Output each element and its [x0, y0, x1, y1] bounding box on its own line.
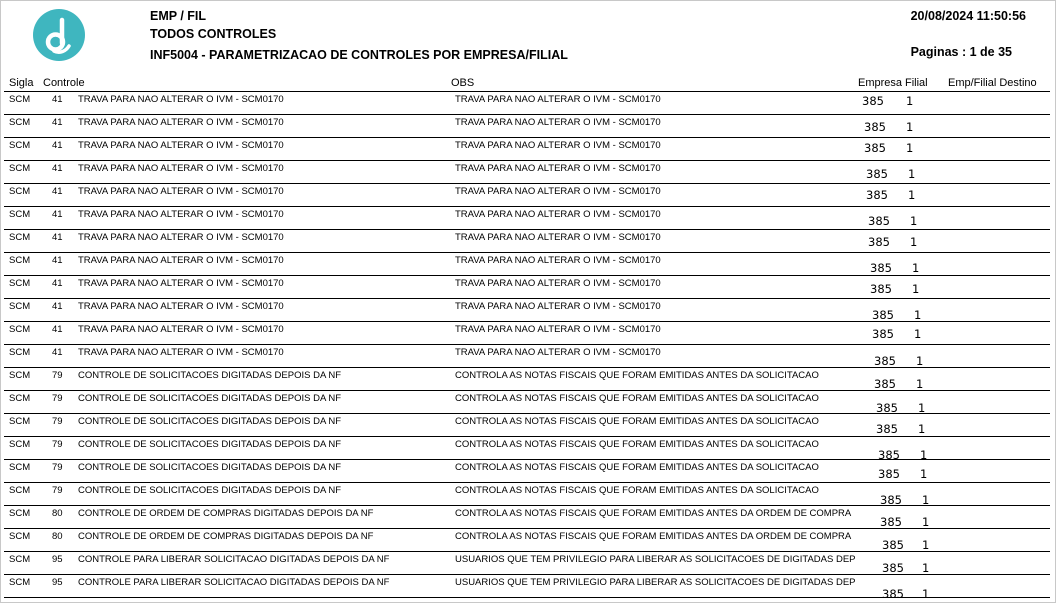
cell-obs: CONTROLA AS NOTAS FISCAIS QUE FORAM EMITIDAS ANTES DA ORDEM DE COMPRA	[455, 508, 852, 519]
table-row	[4, 506, 1050, 529]
cell-filial: 1	[908, 167, 916, 181]
cell-obs: TRAVA PARA NAO ALTERAR O IVM - SCM0170	[455, 232, 661, 243]
cell-filial: 1	[916, 354, 924, 368]
cell-sigla: SCM	[9, 232, 31, 243]
cell-sigla: SCM	[9, 186, 31, 197]
cell-controle: 41	[52, 232, 63, 243]
cell-empresa: 385	[872, 327, 894, 341]
cell-controle: 80	[52, 508, 63, 519]
cell-descricao: CONTROLE DE SOLICITACOES DIGITADAS DEPOIS DA NF	[78, 462, 342, 473]
cell-controle: 41	[52, 117, 63, 128]
col-header-sigla: Sigla	[9, 77, 34, 89]
cell-filial: 1	[906, 94, 914, 108]
cell-controle: 41	[52, 94, 63, 105]
cell-obs: CONTROLA AS NOTAS FISCAIS QUE FORAM EMITIDAS ANTES DA SOLICITACAO	[455, 485, 819, 496]
company-logo	[33, 9, 85, 61]
cell-empresa: 385	[878, 467, 900, 481]
cell-controle: 41	[52, 255, 63, 266]
cell-obs: TRAVA PARA NAO ALTERAR O IVM - SCM0170	[455, 278, 661, 289]
cell-filial: 1	[912, 261, 920, 275]
cell-empresa: 385	[882, 587, 904, 601]
cell-empresa: 385	[874, 377, 896, 391]
cell-empresa: 385	[872, 308, 894, 322]
table-row	[4, 322, 1050, 345]
table-row	[4, 552, 1050, 575]
cell-descricao: TRAVA PARA NAO ALTERAR O IVM - SCM0170	[78, 163, 284, 174]
cell-sigla: SCM	[9, 324, 31, 335]
cell-descricao: TRAVA PARA NAO ALTERAR O IVM - SCM0170	[78, 94, 284, 105]
cell-controle: 95	[52, 554, 63, 565]
cell-descricao: CONTROLE DE SOLICITACOES DIGITADAS DEPOIS DA NF	[78, 485, 342, 496]
cell-sigla: SCM	[9, 485, 31, 496]
cell-empresa: 385	[868, 235, 890, 249]
table-row	[4, 414, 1050, 437]
report-table	[4, 92, 1050, 601]
cell-descricao: TRAVA PARA NAO ALTERAR O IVM - SCM0170	[78, 278, 284, 289]
cell-empresa: 385	[864, 120, 886, 134]
table-row	[4, 299, 1050, 322]
cell-obs: CONTROLA AS NOTAS FISCAIS QUE FORAM EMITIDAS ANTES DA SOLICITACAO	[455, 462, 819, 473]
cell-obs: TRAVA PARA NAO ALTERAR O IVM - SCM0170	[455, 347, 661, 358]
cell-sigla: SCM	[9, 140, 31, 151]
cell-descricao: CONTROLE PARA LIBERAR SOLICITACAO DIGITADAS DEPOIS DA NF	[78, 554, 390, 565]
cell-obs: TRAVA PARA NAO ALTERAR O IVM - SCM0170	[455, 117, 661, 128]
cell-empresa: 385	[864, 141, 886, 155]
table-row	[4, 115, 1050, 138]
cell-filial: 1	[912, 282, 920, 296]
cell-empresa: 385	[880, 493, 902, 507]
cell-controle: 41	[52, 301, 63, 312]
cell-descricao: CONTROLE DE SOLICITACOES DIGITADAS DEPOIS DA NF	[78, 439, 342, 450]
cell-obs: TRAVA PARA NAO ALTERAR O IVM - SCM0170	[455, 324, 661, 335]
cell-filial: 1	[910, 235, 918, 249]
cell-sigla: SCM	[9, 439, 31, 450]
cell-filial: 1	[922, 515, 930, 529]
cell-sigla: SCM	[9, 554, 31, 565]
cell-obs: CONTROLA AS NOTAS FISCAIS QUE FORAM EMITIDAS ANTES DA ORDEM DE COMPRA	[455, 531, 852, 542]
cell-descricao: CONTROLE DE SOLICITACOES DIGITADAS DEPOIS DA NF	[78, 370, 342, 381]
cell-obs: CONTROLA AS NOTAS FISCAIS QUE FORAM EMITIDAS ANTES DA SOLICITACAO	[455, 439, 819, 450]
cell-obs: CONTROLA AS NOTAS FISCAIS QUE FORAM EMITIDAS ANTES DA SOLICITACAO	[455, 370, 819, 381]
cell-obs: TRAVA PARA NAO ALTERAR O IVM - SCM0170	[455, 186, 661, 197]
cell-controle: 41	[52, 163, 63, 174]
table-row	[4, 184, 1050, 207]
cell-descricao: TRAVA PARA NAO ALTERAR O IVM - SCM0170	[78, 324, 284, 335]
cell-filial: 1	[908, 188, 916, 202]
cell-controle: 79	[52, 462, 63, 473]
cell-descricao: TRAVA PARA NAO ALTERAR O IVM - SCM0170	[78, 186, 284, 197]
cell-empresa: 385	[870, 261, 892, 275]
cell-descricao: TRAVA PARA NAO ALTERAR O IVM - SCM0170	[78, 209, 284, 220]
d-logo-icon	[33, 9, 85, 61]
table-row	[4, 529, 1050, 552]
cell-descricao: TRAVA PARA NAO ALTERAR O IVM - SCM0170	[78, 301, 284, 312]
cell-empresa: 385	[866, 188, 888, 202]
cell-sigla: SCM	[9, 255, 31, 266]
cell-descricao: TRAVA PARA NAO ALTERAR O IVM - SCM0170	[78, 140, 284, 151]
table-row	[4, 138, 1050, 161]
table-row	[4, 345, 1050, 368]
cell-obs: TRAVA PARA NAO ALTERAR O IVM - SCM0170	[455, 140, 661, 151]
cell-sigla: SCM	[9, 117, 31, 128]
cell-filial: 1	[906, 120, 914, 134]
cell-controle: 80	[52, 531, 63, 542]
table-row	[4, 575, 1050, 601]
cell-empresa: 385	[862, 94, 884, 108]
cell-empresa: 385	[880, 515, 902, 529]
cell-filial: 1	[920, 448, 928, 462]
cell-empresa: 385	[876, 401, 898, 415]
cell-empresa: 385	[870, 282, 892, 296]
cell-descricao: TRAVA PARA NAO ALTERAR O IVM - SCM0170	[78, 117, 284, 128]
header-line-1: EMP / FIL	[150, 9, 207, 23]
cell-obs: TRAVA PARA NAO ALTERAR O IVM - SCM0170	[455, 163, 661, 174]
table-row	[4, 460, 1050, 483]
cell-obs: TRAVA PARA NAO ALTERAR O IVM - SCM0170	[455, 255, 661, 266]
cell-descricao: CONTROLE DE SOLICITACOES DIGITADAS DEPOIS DA NF	[78, 393, 342, 404]
cell-sigla: SCM	[9, 301, 31, 312]
cell-sigla: SCM	[9, 163, 31, 174]
cell-obs: CONTROLA AS NOTAS FISCAIS QUE FORAM EMITIDAS ANTES DA SOLICITACAO	[455, 416, 819, 427]
table-row	[4, 230, 1050, 253]
cell-sigla: SCM	[9, 209, 31, 220]
cell-empresa: 385	[876, 422, 898, 436]
cell-controle: 41	[52, 209, 63, 220]
table-row	[4, 483, 1050, 506]
cell-sigla: SCM	[9, 347, 31, 358]
cell-sigla: SCM	[9, 393, 31, 404]
cell-descricao: CONTROLE PARA LIBERAR SOLICITACAO DIGITADAS DEPOIS DA NF	[78, 577, 390, 588]
cell-controle: 79	[52, 416, 63, 427]
report-title: INF5004 - PARAMETRIZACAO DE CONTROLES POR EMPRESA/FILIAL	[150, 48, 568, 62]
page-count: Paginas : 1 de 35	[910, 45, 1012, 59]
cell-filial: 1	[918, 422, 926, 436]
table-row	[4, 253, 1050, 276]
table-row	[4, 161, 1050, 184]
table-row	[4, 391, 1050, 414]
cell-sigla: SCM	[9, 531, 31, 542]
cell-filial: 1	[920, 467, 928, 481]
cell-filial: 1	[914, 327, 922, 341]
cell-descricao: TRAVA PARA NAO ALTERAR O IVM - SCM0170	[78, 347, 284, 358]
cell-empresa: 385	[882, 561, 904, 575]
cell-sigla: SCM	[9, 416, 31, 427]
cell-empresa: 385	[868, 214, 890, 228]
cell-obs: USUARIOS QUE TEM PRIVILEGIO PARA LIBERAR AS SOLICITACOES DE DIGITADAS DEP	[455, 577, 856, 588]
cell-sigla: SCM	[9, 577, 31, 588]
cell-filial: 1	[906, 141, 914, 155]
cell-empresa: 385	[882, 538, 904, 552]
cell-sigla: SCM	[9, 94, 31, 105]
table-row	[4, 207, 1050, 230]
table-row	[4, 368, 1050, 391]
cell-obs: USUARIOS QUE TEM PRIVILEGIO PARA LIBERAR AS SOLICITACOES DE DIGITADAS DEP	[455, 554, 856, 565]
cell-controle: 41	[52, 186, 63, 197]
cell-empresa: 385	[866, 167, 888, 181]
header-line-2: TODOS CONTROLES	[150, 27, 277, 41]
cell-obs: TRAVA PARA NAO ALTERAR O IVM - SCM0170	[455, 301, 661, 312]
cell-descricao: CONTROLE DE SOLICITACOES DIGITADAS DEPOIS DA NF	[78, 416, 342, 427]
cell-filial: 1	[910, 214, 918, 228]
cell-sigla: SCM	[9, 370, 31, 381]
cell-descricao: TRAVA PARA NAO ALTERAR O IVM - SCM0170	[78, 232, 284, 243]
cell-empresa: 385	[878, 448, 900, 462]
col-header-destino: Emp/Filial Destino	[948, 77, 1037, 89]
cell-controle: 41	[52, 140, 63, 151]
cell-filial: 1	[922, 587, 930, 601]
cell-controle: 79	[52, 370, 63, 381]
cell-sigla: SCM	[9, 278, 31, 289]
cell-filial: 1	[922, 493, 930, 507]
table-row	[4, 437, 1050, 460]
cell-filial: 1	[916, 377, 924, 391]
cell-descricao: CONTROLE DE ORDEM DE COMPRAS DIGITADAS DEPOIS DA NF	[78, 531, 374, 542]
table-row	[4, 92, 1050, 115]
cell-sigla: SCM	[9, 462, 31, 473]
cell-controle: 41	[52, 324, 63, 335]
cell-descricao: CONTROLE DE ORDEM DE COMPRAS DIGITADAS DEPOIS DA NF	[78, 508, 374, 519]
table-row	[4, 276, 1050, 299]
cell-filial: 1	[922, 561, 930, 575]
cell-obs: TRAVA PARA NAO ALTERAR O IVM - SCM0170	[455, 209, 661, 220]
cell-obs: TRAVA PARA NAO ALTERAR O IVM - SCM0170	[455, 94, 661, 105]
cell-filial: 1	[918, 401, 926, 415]
cell-descricao: TRAVA PARA NAO ALTERAR O IVM - SCM0170	[78, 255, 284, 266]
cell-controle: 79	[52, 439, 63, 450]
cell-controle: 79	[52, 485, 63, 496]
cell-controle: 95	[52, 577, 63, 588]
col-header-obs: OBS	[451, 77, 475, 89]
cell-controle: 79	[52, 393, 63, 404]
cell-controle: 41	[52, 278, 63, 289]
cell-sigla: SCM	[9, 508, 31, 519]
cell-obs: CONTROLA AS NOTAS FISCAIS QUE FORAM EMITIDAS ANTES DA SOLICITACAO	[455, 393, 819, 404]
col-header-controle: Controle	[43, 77, 85, 89]
col-header-empresa: Empresa	[858, 77, 903, 89]
report-datetime: 20/08/2024 11:50:56	[910, 9, 1026, 23]
cell-empresa: 385	[874, 354, 896, 368]
cell-controle: 41	[52, 347, 63, 358]
cell-filial: 1	[914, 308, 922, 322]
col-header-filial: Filial	[905, 77, 928, 89]
cell-filial: 1	[922, 538, 930, 552]
